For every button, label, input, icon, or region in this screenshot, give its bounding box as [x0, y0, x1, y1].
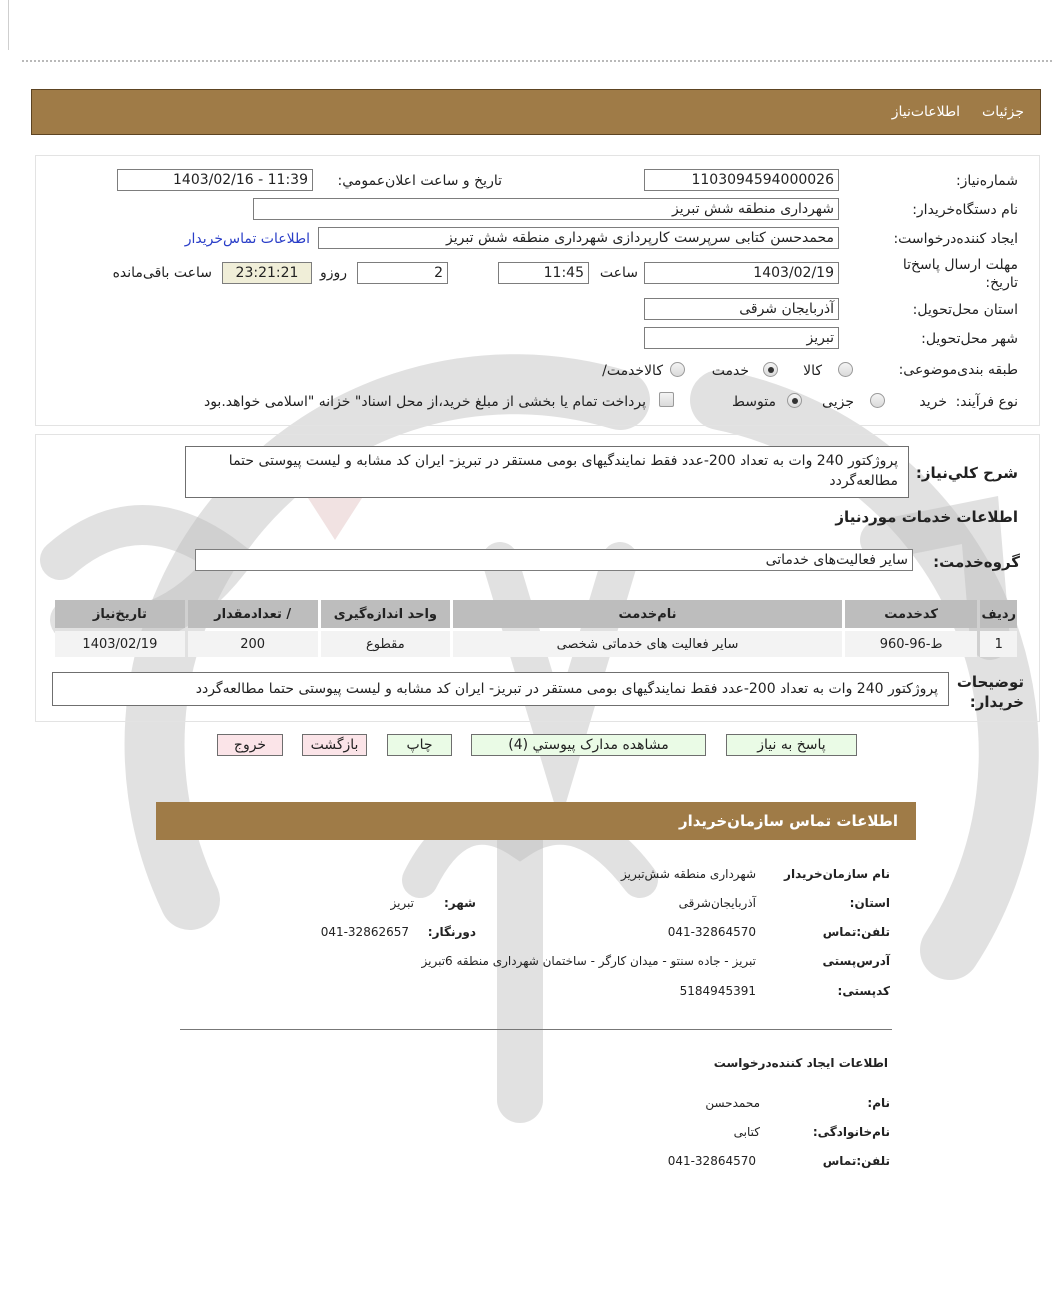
remaining-time-label: ساعت باقی‌مانده: [112, 265, 212, 281]
table-row: [55, 631, 1017, 657]
contact-divider: [180, 1029, 892, 1030]
services-info-title: اطلاعات خدمات موردنیاز: [835, 508, 1018, 526]
contact-phone-label: تلفن:تماس: [822, 925, 890, 939]
deadline-time-field: 11:45: [498, 262, 589, 284]
category-goods-label: کالا: [803, 363, 822, 379]
col-row: ردیف: [980, 600, 1017, 628]
announce-datetime-label: تاریخ و ساعت اعلان‌عمومي:: [337, 173, 502, 189]
process-small-radio[interactable]: [870, 393, 885, 408]
summary-label: شرح کلي‌نیاز:: [915, 464, 1018, 482]
page-header-bar: [31, 89, 1041, 135]
category-service-radio[interactable]: [763, 362, 778, 377]
category-goods-service-label: کالا‌خدمت/: [602, 363, 663, 379]
buyer-org-label: نام دستگاه‌خریدار:: [912, 202, 1018, 218]
process-buy-label: خرید: [919, 394, 947, 410]
creator-field: محمدحسن کتابی سرپرست کارپردازی شهرداری منطقه شش تبریز: [318, 227, 839, 249]
city-field: تبریز: [644, 327, 839, 349]
cell-service-name: سایر فعالیت های خدماتی شخصی: [453, 631, 842, 657]
process-medium-label: متوسط: [732, 394, 776, 410]
creator-name-label: نام:: [867, 1096, 890, 1110]
days-remaining-field: 2: [357, 262, 448, 284]
contact-postal-value: 5184945391: [679, 984, 756, 998]
contact-province-label: استان:: [849, 896, 890, 910]
category-service-label: خدمت: [711, 363, 749, 379]
process-type-label: نوع فرآیند:: [955, 394, 1018, 410]
col-need-date: تاریخ‌نیاز: [55, 600, 185, 628]
buyer-notes-label: توضیحات خریدار:: [956, 673, 1024, 711]
view-attachments-button[interactable]: مشاهده مدارک پیوستي (4): [471, 734, 706, 756]
top-dotted-divider: [22, 60, 1052, 62]
creator-name-value: محمدحسن: [705, 1096, 760, 1110]
deadline-label-text: مهلت ارسال پاسخ‌تا تاریخ:: [902, 257, 1018, 291]
creator-family-value: کتابی: [733, 1125, 760, 1139]
table-header-row: [55, 600, 1017, 628]
tab-need-info[interactable]: اطلاعات‌نیاز: [891, 104, 961, 120]
col-service-code: کدخدمت: [845, 600, 978, 628]
process-small-label: جزیی: [822, 394, 854, 410]
buyer-contact-link[interactable]: اطلاعات تماس‌خریدار: [184, 231, 310, 247]
col-service-name: نام‌خدمت: [453, 600, 842, 628]
cell-need-date: 1403/02/19: [55, 631, 185, 657]
service-group-field: سایر فعالیت‌های خدماتی: [195, 549, 913, 571]
deadline-hour-label: ساعت: [599, 265, 638, 281]
buyer-contact-title: اطلاعات تماس سازمان‌خریدار: [156, 802, 916, 840]
col-quantity: / تعدادمقدار: [188, 600, 318, 628]
service-group-label: گروه‌خدمت:: [933, 553, 1020, 571]
contact-postal-label: کدپستی:: [837, 984, 890, 998]
need-number-label: شماره‌نیاز:: [955, 173, 1018, 189]
services-table: [52, 597, 1020, 660]
summary-description: پروژکتور 240 وات به تعداد 200-عدد فقط نمایندگیهای بومی مستقر در تبریز- ایران کد مشابه و لیست پیوستی حتما مطالعه‌گردد: [185, 446, 909, 498]
exit-button[interactable]: خروج: [217, 734, 283, 756]
treasury-payment-note: پرداخت تمام یا بخشی از مبلغ خرید،از محل اسناد" خزانه "اسلامی خواهد.بود: [203, 394, 646, 410]
contact-phone-value: 041-32864570: [667, 925, 756, 939]
buyer-notes-text: پروژکتور 240 وات به تعداد 200-عدد فقط نمایندگیهای بومی مستقر در تبریز- ایران کد مشابه و لیست پیوستی حتما مطالعه‌گردد: [52, 672, 949, 706]
deadline-label: [878, 256, 1018, 292]
col-unit: واحد اندازه‌گیری: [321, 600, 451, 628]
reply-button[interactable]: پاسخ به نیاز: [726, 734, 857, 756]
left-border-line: [8, 0, 9, 50]
creator-family-label: نام‌خانوادگی:: [812, 1125, 890, 1139]
days-label: روزو: [319, 265, 347, 281]
cell-quantity: 200: [188, 631, 318, 657]
creator-phone-label: تلفن:تماس: [822, 1154, 890, 1168]
tab-details[interactable]: جزئیات: [982, 104, 1024, 120]
category-goods-service-radio[interactable]: [670, 362, 685, 377]
contact-city-label: شهر:: [444, 896, 476, 910]
contact-fax-value: 041-32862657: [320, 925, 409, 939]
announce-datetime-field: 1403/02/16 - 11:39: [117, 169, 313, 191]
process-medium-radio[interactable]: [787, 393, 802, 408]
contact-province-value: آذربایجان‌شرقی: [678, 896, 756, 910]
treasury-payment-checkbox[interactable]: [659, 392, 674, 407]
cell-row: 1: [980, 631, 1017, 657]
city-label: شهر محل‌تحویل:: [921, 331, 1018, 347]
cell-unit: مقطوع: [321, 631, 451, 657]
contact-address-value: تبریز - جاده سنتو - میدان کارگر - ساختمان شهرداری منطقه 6تبریز: [421, 954, 756, 968]
contact-org-value: شهرداری منطقه شش‌تبریز: [621, 867, 756, 881]
creator-label: ایجاد کننده‌درخواست:: [893, 231, 1018, 247]
contact-city-value: تبریز: [390, 896, 414, 910]
back-button[interactable]: بازگشت: [302, 734, 367, 756]
print-button[interactable]: چاپ: [387, 734, 452, 756]
deadline-date-field: 1403/02/19: [644, 262, 839, 284]
contact-org-label: نام سازمان‌خریدار: [784, 867, 890, 881]
category-label: طبقه بندی‌موضوعی:: [898, 362, 1018, 378]
need-number-field: 1103094594000026: [644, 169, 839, 191]
province-label: استان محل‌تحویل:: [912, 302, 1018, 318]
buyer-org-field: شهرداری منطقه شش تبریز: [253, 198, 839, 220]
province-field: آذربایجان شرقی: [644, 298, 839, 320]
contact-fax-label: دورنگار:: [427, 925, 476, 939]
remaining-time-field: 23:21:21: [222, 262, 312, 284]
creator-phone-value: 041-32864570: [667, 1154, 756, 1168]
creator-info-title: اطلاعات ایجاد کننده‌درخواست: [713, 1056, 888, 1070]
category-goods-radio[interactable]: [838, 362, 853, 377]
cell-service-code: ط-96-960: [845, 631, 978, 657]
contact-address-label: آدرس‌پستی: [822, 954, 890, 968]
